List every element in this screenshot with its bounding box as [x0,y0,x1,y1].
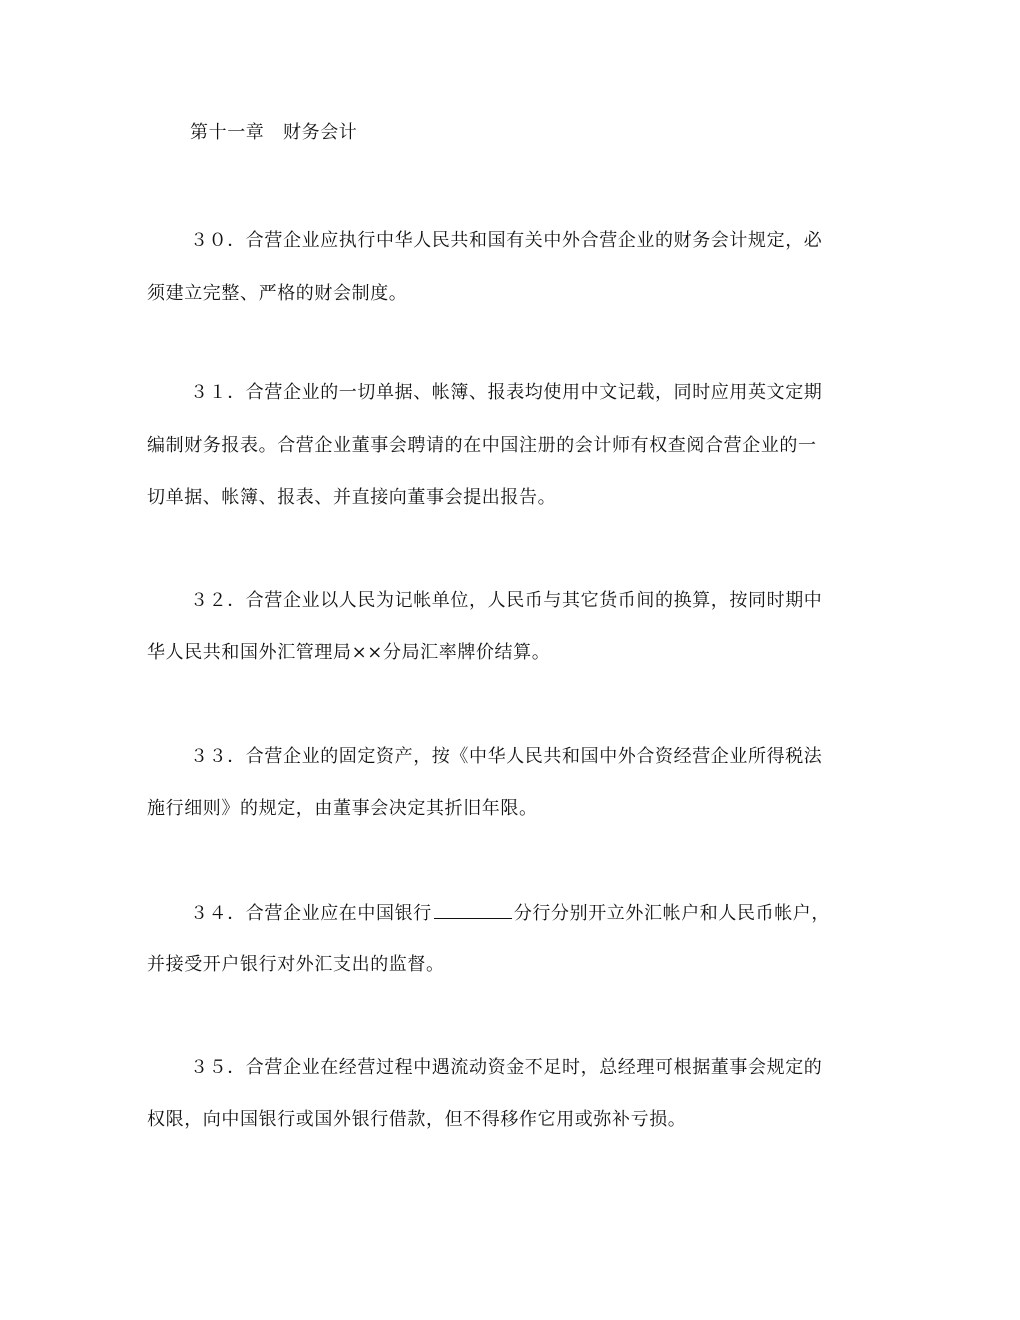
article-30-line-1: ３０．合营企业应执行中华人民共和国有关中外合营企业的财务会计规定，必 [190,230,823,251]
article-34-line-2: 并接受开户银行对外汇支出的监督。 [147,954,445,975]
article-32-line-1: ３２．合营企业以人民为记帐单位，人民币与其它货币间的换算，按同时期中 [190,590,823,611]
article-33-line-1: ３３．合营企业的固定资产，按《中华人民共和国中外合资经营企业所得税法 [190,746,823,767]
article-31-line-2: 编制财务报表。合营企业董事会聘请的在中国注册的会计师有权查阅合营企业的一 [147,435,817,456]
article-34-line-1 [190,900,830,926]
article-31-line-3: 切单据、帐簿、报表、并直接向董事会提出报告。 [147,487,557,508]
article-32-line-2: 华人民共和国外汇管理局××分局汇率牌价结算。 [147,642,551,663]
article-33-line-2: 施行细则》的规定，由董事会决定其折旧年限。 [147,798,538,819]
chapter-title: 第十一章 财务会计 [190,122,358,143]
article-34-text-after-blank: 分行分别开立外汇帐户和人民币帐户， [513,903,831,924]
fill-in-blank [434,900,512,919]
article-34-text-before-blank: ３４．合营企业应在中国银行 [190,903,432,924]
article-35-line-2: 权限，向中国银行或国外银行借款，但不得移作它用或弥补亏损。 [147,1109,687,1130]
article-30-line-2: 须建立完整、严格的财会制度。 [147,283,408,304]
article-35-line-1: ３５．合营企业在经营过程中遇流动资金不足时，总经理可根据董事会规定的 [190,1057,823,1078]
article-31-line-1: ３１．合营企业的一切单据、帐簿、报表均使用中文记载，同时应用英文定期 [190,382,823,403]
